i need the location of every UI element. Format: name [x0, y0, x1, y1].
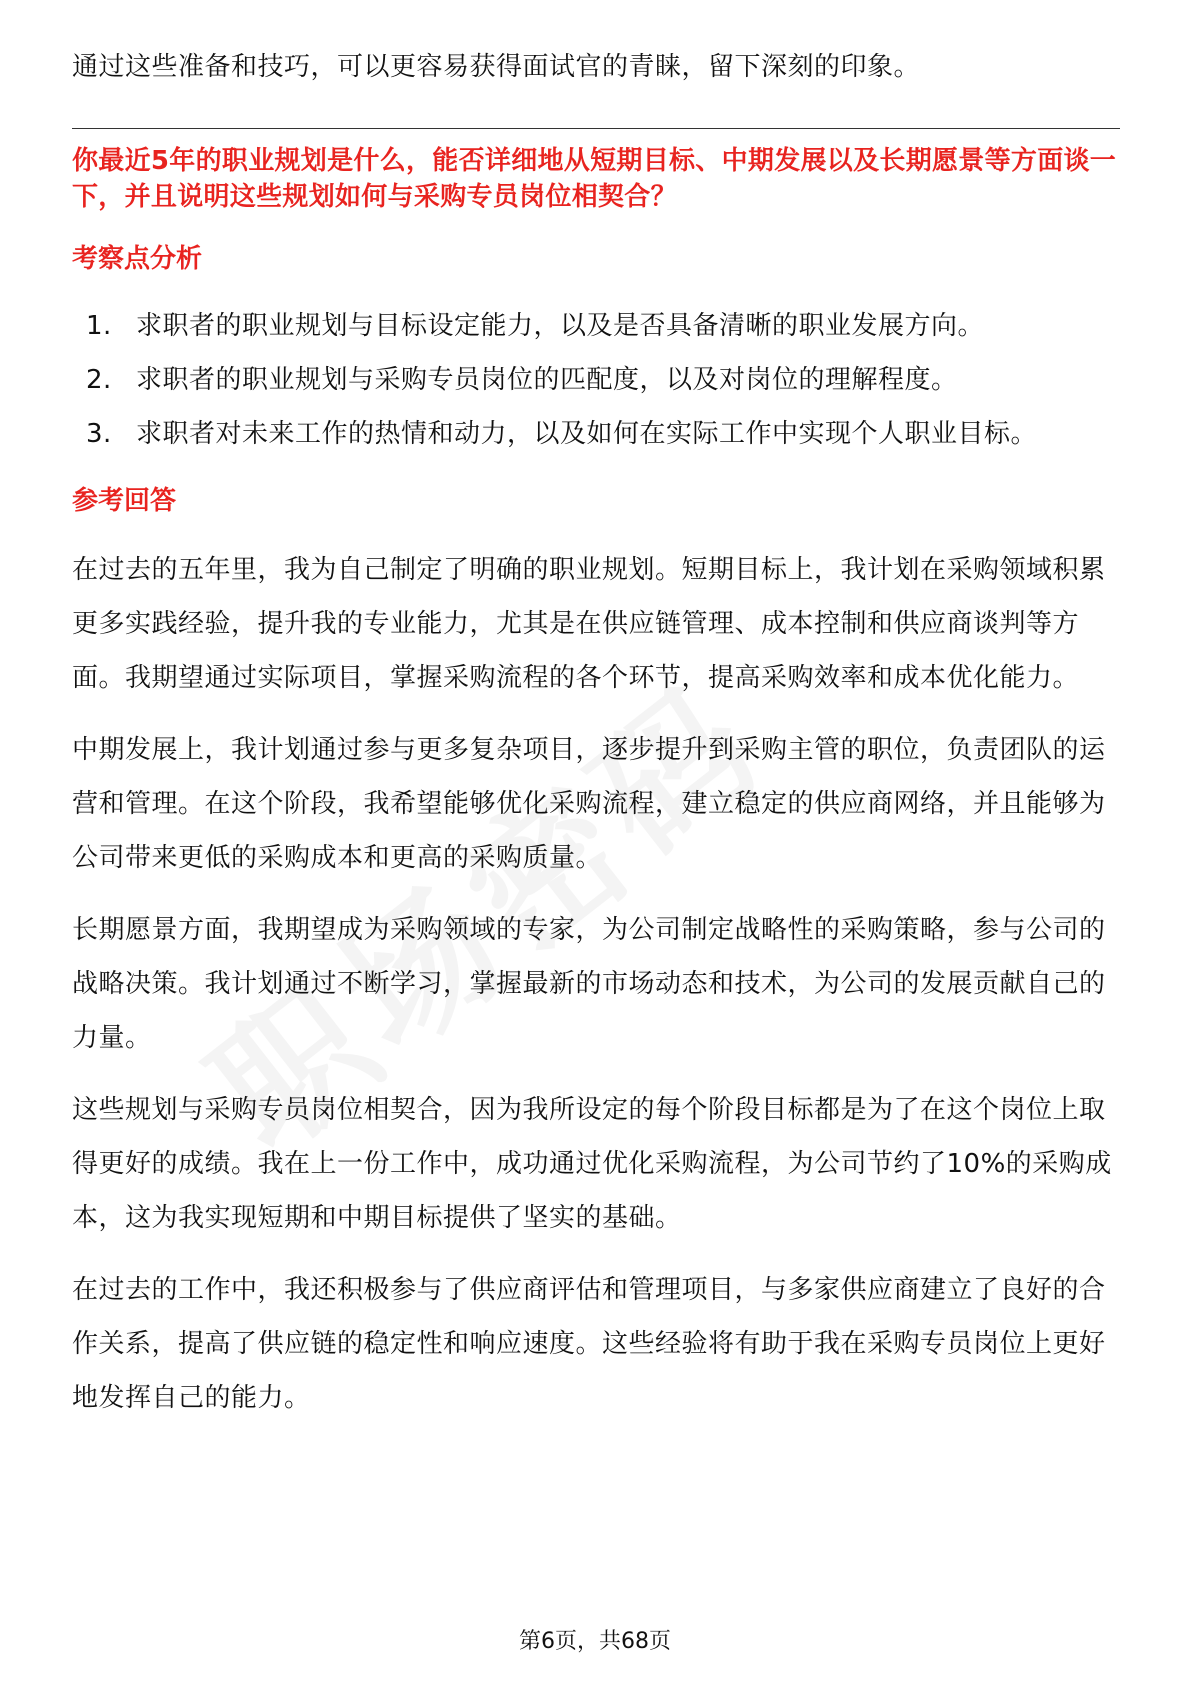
- analysis-list: [72, 299, 1118, 461]
- answer-paragraph: 在过去的工作中，我还积极参与了供应商评估和管理项目，与多家供应商建立了良好的合作关系，提高了供应链的稳定性和响应速度。这些经验将有助于我在采购专员岗位上更好地发挥自己的能力。: [72, 1275, 1106, 1413]
- question-heading: 你最近5年的职业规划是什么，能否详细地从短期目标、中期发展以及长期愿景等方面谈一下，并且说明这些规划如何与采购专员岗位相契合？: [72, 146, 1117, 212]
- answer-title: 参考回答: [72, 486, 177, 516]
- section-divider: [72, 128, 1120, 129]
- answer-paragraph: 在过去的五年里，我为自己制定了明确的职业规划。短期目标上，我计划在采购领域积累更多实践经验，提升我的专业能力，尤其是在供应链管理、成本控制和供应商谈判等方面。我期望通过实际项目，掌握采购流程的各个环节，提高采购效率和成本优化能力。: [72, 555, 1106, 693]
- list-item-text: 求职者的职业规划与采购专员岗位的匹配度，以及对岗位的理解程度。: [136, 365, 958, 395]
- answer-paragraph: 中期发展上，我计划通过参与更多复杂项目，逐步提升到采购主管的职位，负责团队的运营和管理。在这个阶段，我希望能够优化采购流程，建立稳定的供应商网络，并且能够为公司带来更低的采购成本和更高的采购质量。: [72, 735, 1106, 873]
- list-item: [72, 353, 1118, 407]
- analysis-title: 考察点分析: [72, 244, 203, 274]
- answer-paragraph: 长期愿景方面，我期望成为采购领域的专家，为公司制定战略性的采购策略，参与公司的战略决策。我计划通过不断学习，掌握最新的市场动态和技术，为公司的发展贡献自己的力量。: [72, 915, 1106, 1053]
- page-number-footer: 第6页，共68页: [519, 1629, 671, 1654]
- intro-paragraph: 通过这些准备和技巧，可以更容易获得面试官的青睐，留下深刻的印象。: [72, 52, 921, 82]
- list-item: [72, 407, 1118, 461]
- list-item-text: 求职者对未来工作的热情和动力，以及如何在实际工作中实现个人职业目标。: [136, 419, 1038, 449]
- page-content: [72, 40, 1118, 1443]
- list-item-number: 2.: [86, 365, 112, 395]
- list-item-text: 求职者的职业规划与目标设定能力，以及是否具备清晰的职业发展方向。: [136, 311, 985, 341]
- list-item-number: 1.: [86, 311, 112, 341]
- list-item-number: 3.: [86, 419, 112, 449]
- list-item: [72, 299, 1118, 353]
- answer-paragraph: 这些规划与采购专员岗位相契合，因为我所设定的每个阶段目标都是为了在这个岗位上取得更好的成绩。我在上一份工作中，成功通过优化采购流程，为公司节约了10%的采购成本，这为我实现短期和中期目标提供了坚实的基础。: [72, 1095, 1112, 1233]
